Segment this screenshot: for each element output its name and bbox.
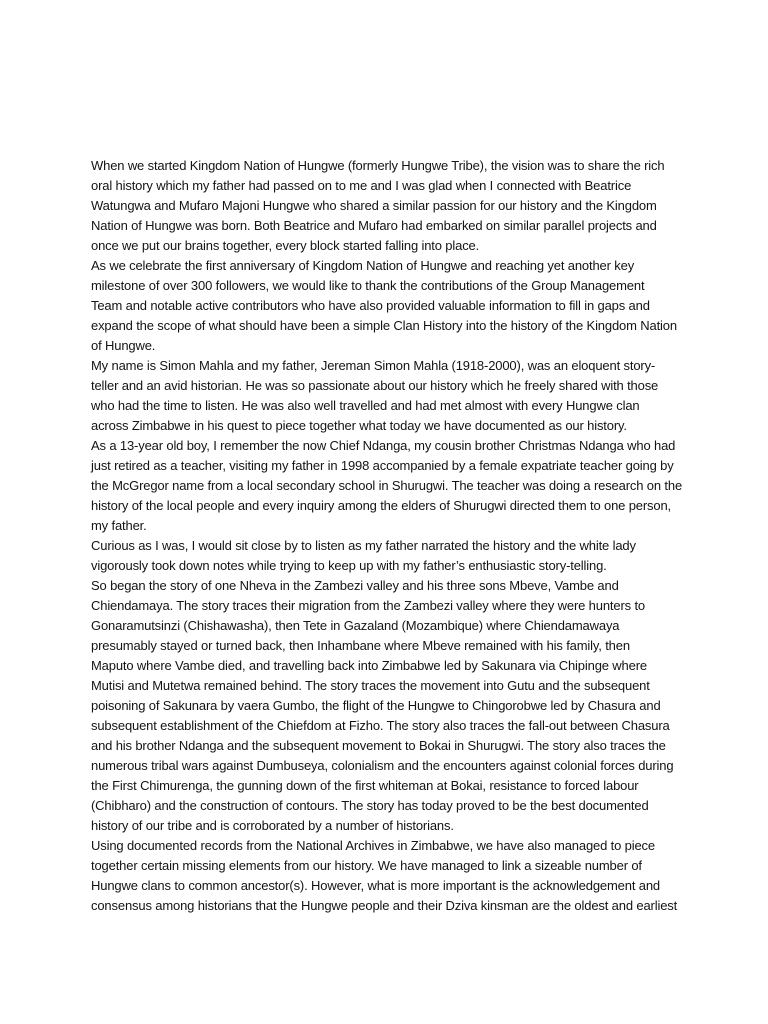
text-line: poisoning of Sakunara by vaera Gumbo, the flight of the Hungwe to Chingorobwe led by Chasura and — [91, 698, 661, 713]
text-line: of Hungwe. — [91, 338, 156, 353]
text-line: just retired as a teacher, visiting my father in 1998 accompanied by a female expatriate teacher going by — [91, 458, 674, 473]
text-line: Curious as I was, I would sit close by to listen as my father narrated the history and the white lady — [91, 538, 636, 553]
text-line: once we put our brains together, every block started falling into place. — [91, 238, 480, 253]
text-line: history of the local people and every inquiry among the elders of Shurugwi directed them to one person, — [91, 498, 672, 513]
text-line: Using documented records from the National Archives in Zimbabwe, we have also managed to piece — [91, 838, 655, 853]
text-line: Team and notable active contributors who have also provided valuable information to fill in gaps and — [91, 298, 650, 313]
text-line: across Zimbabwe in his quest to piece together what today we have documented as our history. — [91, 418, 627, 433]
text-line: history of our tribe and is corroborated by a number of historians. — [91, 818, 454, 833]
text-line: When we started Kingdom Nation of Hungwe (formerly Hungwe Tribe), the vision was to share the rich — [91, 158, 665, 173]
text-line: subsequent establishment of the Chiefdom at Fizho. The story also traces the fall-out between Chasura — [91, 718, 670, 733]
text-line: the McGregor name from a local secondary school in Shurugwi. The teacher was doing a research on the — [91, 478, 683, 493]
text-line: (Chibharo) and the construction of contours. The story has today proved to be the best documented — [91, 798, 649, 813]
text-line: Gonaramutsinzi (Chishawasha), then Tete in Gazaland (Mozambique) where Chiendamawaya — [91, 618, 620, 633]
text-line: expand the scope of what should have been a simple Clan History into the history of the Kingdom Nation — [91, 318, 677, 333]
body-text — [91, 156, 688, 916]
text-line: consensus among historians that the Hungwe people and their Dziva kinsman are the oldest and earliest — [91, 898, 678, 913]
text-line: Hungwe clans to common ancestor(s). However, what is more important is the acknowledgement and — [91, 878, 661, 893]
text-line: teller and an avid historian. He was so passionate about our history which he freely shared with those — [91, 378, 659, 393]
text-line: my father. — [91, 518, 147, 533]
text-line: the First Chimurenga, the gunning down of the first whiteman at Bokai, resistance to forced labour — [91, 778, 639, 793]
text-line: My name is Simon Mahla and my father, Jereman Simon Mahla (1918-2000), was an eloquent story- — [91, 358, 656, 373]
text-line: Maputo where Vambe died, and travelling back into Zimbabwe led by Sakunara via Chipinge where — [91, 658, 647, 673]
text-line: Watungwa and Mufaro Majoni Hungwe who shared a similar passion for our history and the Kingdom — [91, 198, 657, 213]
text-line: who had the time to listen. He was also well travelled and had met almost with every Hungwe clan — [91, 398, 640, 413]
text-line: oral history which my father had passed on to me and I was glad when I connected with Beatrice — [91, 178, 632, 193]
text-line: Nation of Hungwe was born. Both Beatrice and Mufaro had embarked on similar parallel projects and — [91, 218, 657, 233]
text-line: As we celebrate the first anniversary of Kingdom Nation of Hungwe and reaching yet another key — [91, 258, 635, 273]
text-line: together certain missing elements from our history. We have managed to link a sizeable number of — [91, 858, 642, 873]
text-line: milestone of over 300 followers, we would like to thank the contributions of the Group Management — [91, 278, 645, 293]
text-line: and his brother Ndanga and the subsequent movement to Bokai in Shurugwi. The story also traces the — [91, 738, 666, 753]
text-line: presumably stayed or turned back, then Inhambane where Mbeve remained with his family, then — [91, 638, 630, 653]
text-line: Chiendamaya. The story traces their migration from the Zambezi valley where they were hunters to — [91, 598, 646, 613]
text-line: As a 13-year old boy, I remember the now Chief Ndanga, my cousin brother Christmas Ndanga who had — [91, 438, 676, 453]
text-line: vigorously took down notes while trying to keep up with my father’s enthusiastic story-telling. — [91, 558, 607, 573]
text-line: Mutisi and Mutetwa remained behind. The story traces the movement into Gutu and the subsequent — [91, 678, 650, 693]
text-line: numerous tribal wars against Dumbuseya, colonialism and the encounters against colonial forces during — [91, 758, 674, 773]
text-line: So began the story of one Nheva in the Zambezi valley and his three sons Mbeve, Vambe and — [91, 578, 619, 593]
